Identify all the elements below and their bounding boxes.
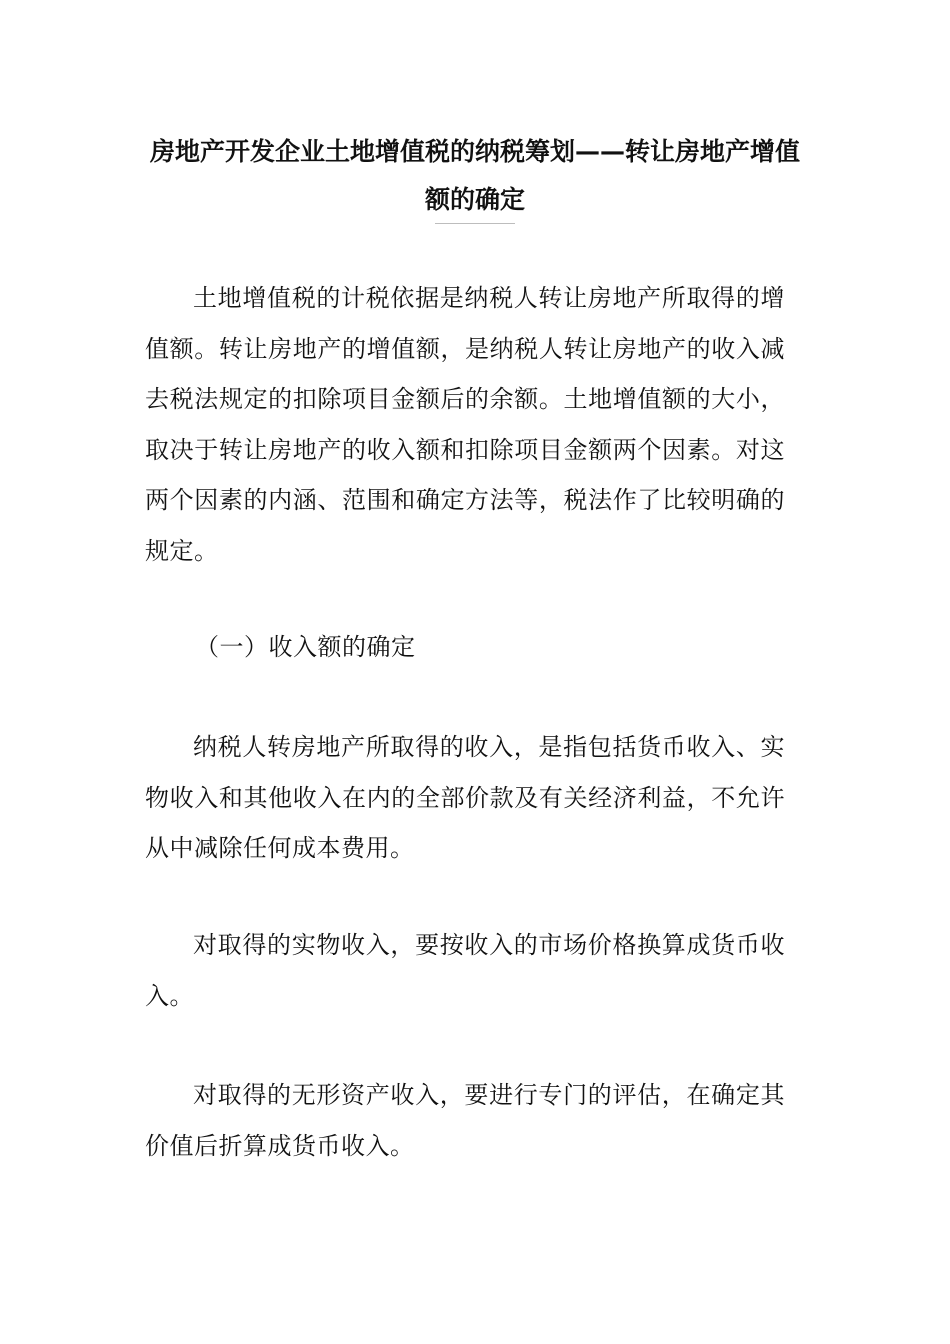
document-title: 房地产开发企业土地增值税的纳税筹划——转让房地产增值额的确定 xyxy=(149,137,800,214)
paragraph-income-definition: 纳税人转房地产所取得的收入，是指包括货币收入、实物收入和其他收入在内的全部价款及有关经济利益，不允许从中减除任何成本费用。 xyxy=(145,733,785,862)
title-divider xyxy=(435,223,515,224)
paragraph-intangible-income: 对取得的无形资产收入，要进行专门的评估，在确定其价值后折算成货币收入。 xyxy=(145,1081,785,1160)
section-heading-income: （一）收入额的确定 xyxy=(195,633,416,661)
paragraph-intro: 土地增值税的计税依据是纳税人转让房地产所取得的增值额。转让房地产的增值额，是纳税人转让房地产的收入减去税法规定的扣除项目金额后的余额。土地增值额的大小，取决于转让房地产的收入额和扣除项目金额两个因素。对这两个因素的内涵、范围和确定方法等，税法作了比较明确的规定。 xyxy=(145,284,785,565)
paragraph-in-kind-income: 对取得的实物收入，要按收入的市场价格换算成货币收入。 xyxy=(145,931,785,1010)
